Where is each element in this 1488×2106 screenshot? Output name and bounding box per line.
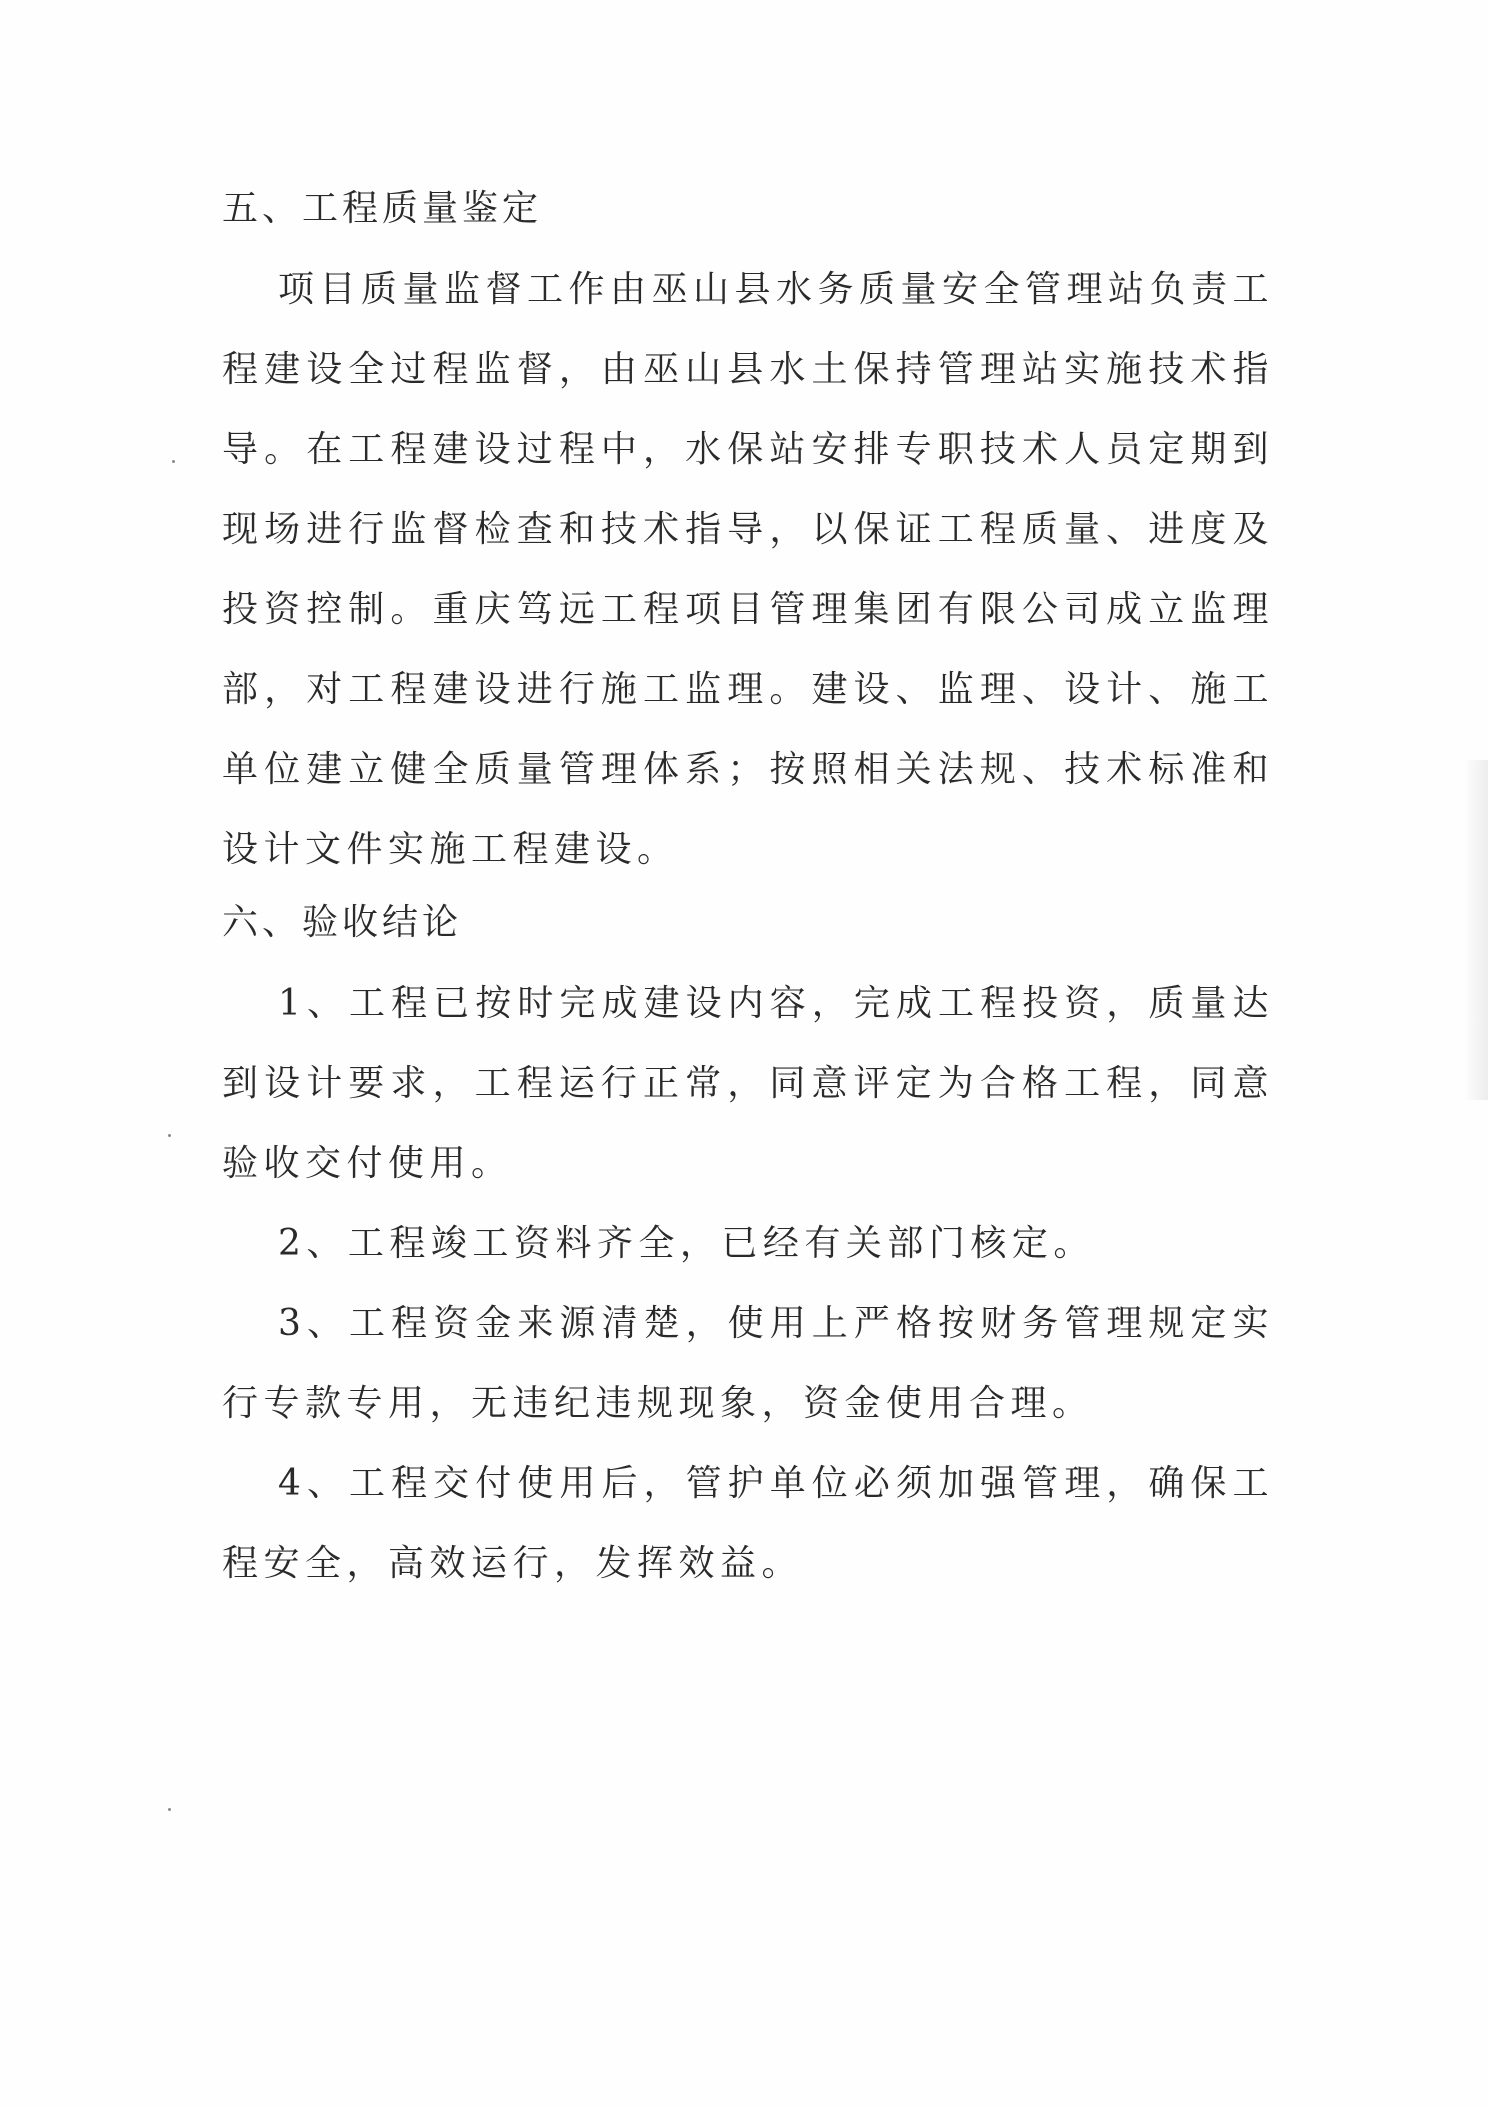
scan-edge-shadow xyxy=(1464,760,1488,1100)
section-5-heading: 五、工程质量鉴定 xyxy=(222,188,543,229)
section-5-paragraph: 项目质量监督工作由巫山县水务质量安全管理站负责工程建设全过程监督，由巫山县水土保持管理站实施技术指导。在工程建设过程中，水保站安排专职技术人员定期到现场进行监督检查和技术指导，以保证工程质量、进度及投资控制。重庆笃远工程项目管理集团有限公司成立监理部，对工程建设进行施工监理。建设、监理、设计、施工单位建立健全质量管理体系；按照相关法规、技术标准和设计文件实施工程建设。 xyxy=(222,269,1275,870)
conclusion-item-1: 1、工程已按时完成建设内容，完成工程投资，质量达到设计要求，工程运行正常，同意评定为合格工程，同意验收交付使用。 xyxy=(222,983,1274,1184)
document-body xyxy=(222,182,1274,1604)
conclusion-item-3: 3、工程资金来源清楚，使用上严格按财务管理规定实行专款专用，无违纪违规现象，资金使用合理。 xyxy=(222,1303,1274,1424)
scan-speck xyxy=(168,1134,171,1137)
section-6-heading: 六、验收结论 xyxy=(222,902,463,943)
conclusion-item-2: 2、工程竣工资料齐全，已经有关部门核定。 xyxy=(278,1223,1095,1264)
scan-speck xyxy=(172,460,175,463)
conclusion-item-4: 4、工程交付使用后，管护单位必须加强管理，确保工程安全，高效运行，发挥效益。 xyxy=(222,1463,1274,1584)
scan-speck xyxy=(168,1808,171,1811)
